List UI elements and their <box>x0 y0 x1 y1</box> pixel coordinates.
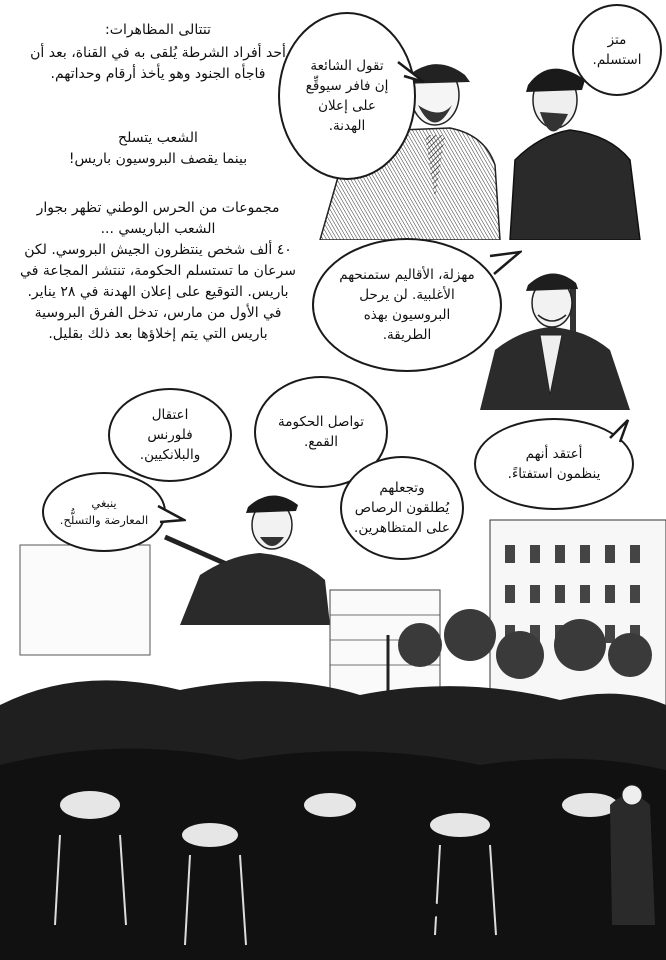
speech-bubble-shoot <box>340 456 464 560</box>
caption-line: بينما يقصف البروسيون باريس! <box>68 151 248 167</box>
caption-title: تتتالى المظاهرات: <box>105 22 211 38</box>
parade-engraving <box>0 505 666 960</box>
speech-bubble-rumor <box>278 12 416 180</box>
speech-text: مهزلة، الأقاليم ستمنحهم الأغلبية. لن يرحل البروسيون بهذه الطريقة. <box>339 267 475 343</box>
caption-line: باريس التي يتم إخلاؤها بعد ذلك بقليل. <box>48 326 268 342</box>
speech-bubble-arrest <box>108 388 232 482</box>
speech-text: متز استسلم. <box>592 32 642 68</box>
speech-tail <box>606 418 636 448</box>
speech-tail <box>488 250 522 280</box>
caption-line: الشعب يتسلح <box>118 130 198 146</box>
caption-demonstrations <box>8 20 308 85</box>
caption-people-arm <box>8 128 308 170</box>
speech-text: أعتقد أنهم ينظمون استفتاءً. <box>507 446 601 482</box>
caption-line: الشعب الباريسي ... <box>100 221 216 237</box>
speech-text: اعتقال فلورنس والبلانكيين. <box>139 407 201 463</box>
speech-tail <box>396 52 426 92</box>
caption-line: سرعان ما تستسلم الحكومة، تنتشر المجاعة في <box>20 263 296 279</box>
speech-text: ينبغي المعارضة والتسلُّح. <box>59 496 149 527</box>
caption-line: ٤٠ ألف شخص ينتظرون الجيش البروسي. لكن <box>24 242 292 258</box>
speech-tail <box>156 504 186 526</box>
caption-line: في الأول من مارس، تدخل الفرق البروسية <box>34 305 282 321</box>
speech-bubble-metz <box>572 4 662 96</box>
speech-bubble-farce <box>312 238 502 372</box>
caption-line: مجموعات من الحرس الوطني تظهر بجوار <box>36 200 280 216</box>
speech-bubble-oppose <box>42 472 166 552</box>
speech-text: تقول الشائعة إن فافر سيوقِّع على إعلان الهدنة. <box>305 58 389 134</box>
caption-national-guard <box>2 198 314 345</box>
caption-line: أحد أفراد الشرطة يُلقى به في القناة، بعد أن <box>30 45 286 61</box>
speech-text: تواصل الحكومة القمع. <box>278 414 364 450</box>
caption-line: باريس. التوقيع على إعلان الهدنة في ٢٨ يناير. <box>27 284 289 300</box>
speech-text: وتجعلهم يُطلقون الرصاص على المتظاهرين. <box>354 480 450 536</box>
caption-line: فاجأه الجنود وهو يأخذ أرقام وحداتهم. <box>50 66 266 82</box>
